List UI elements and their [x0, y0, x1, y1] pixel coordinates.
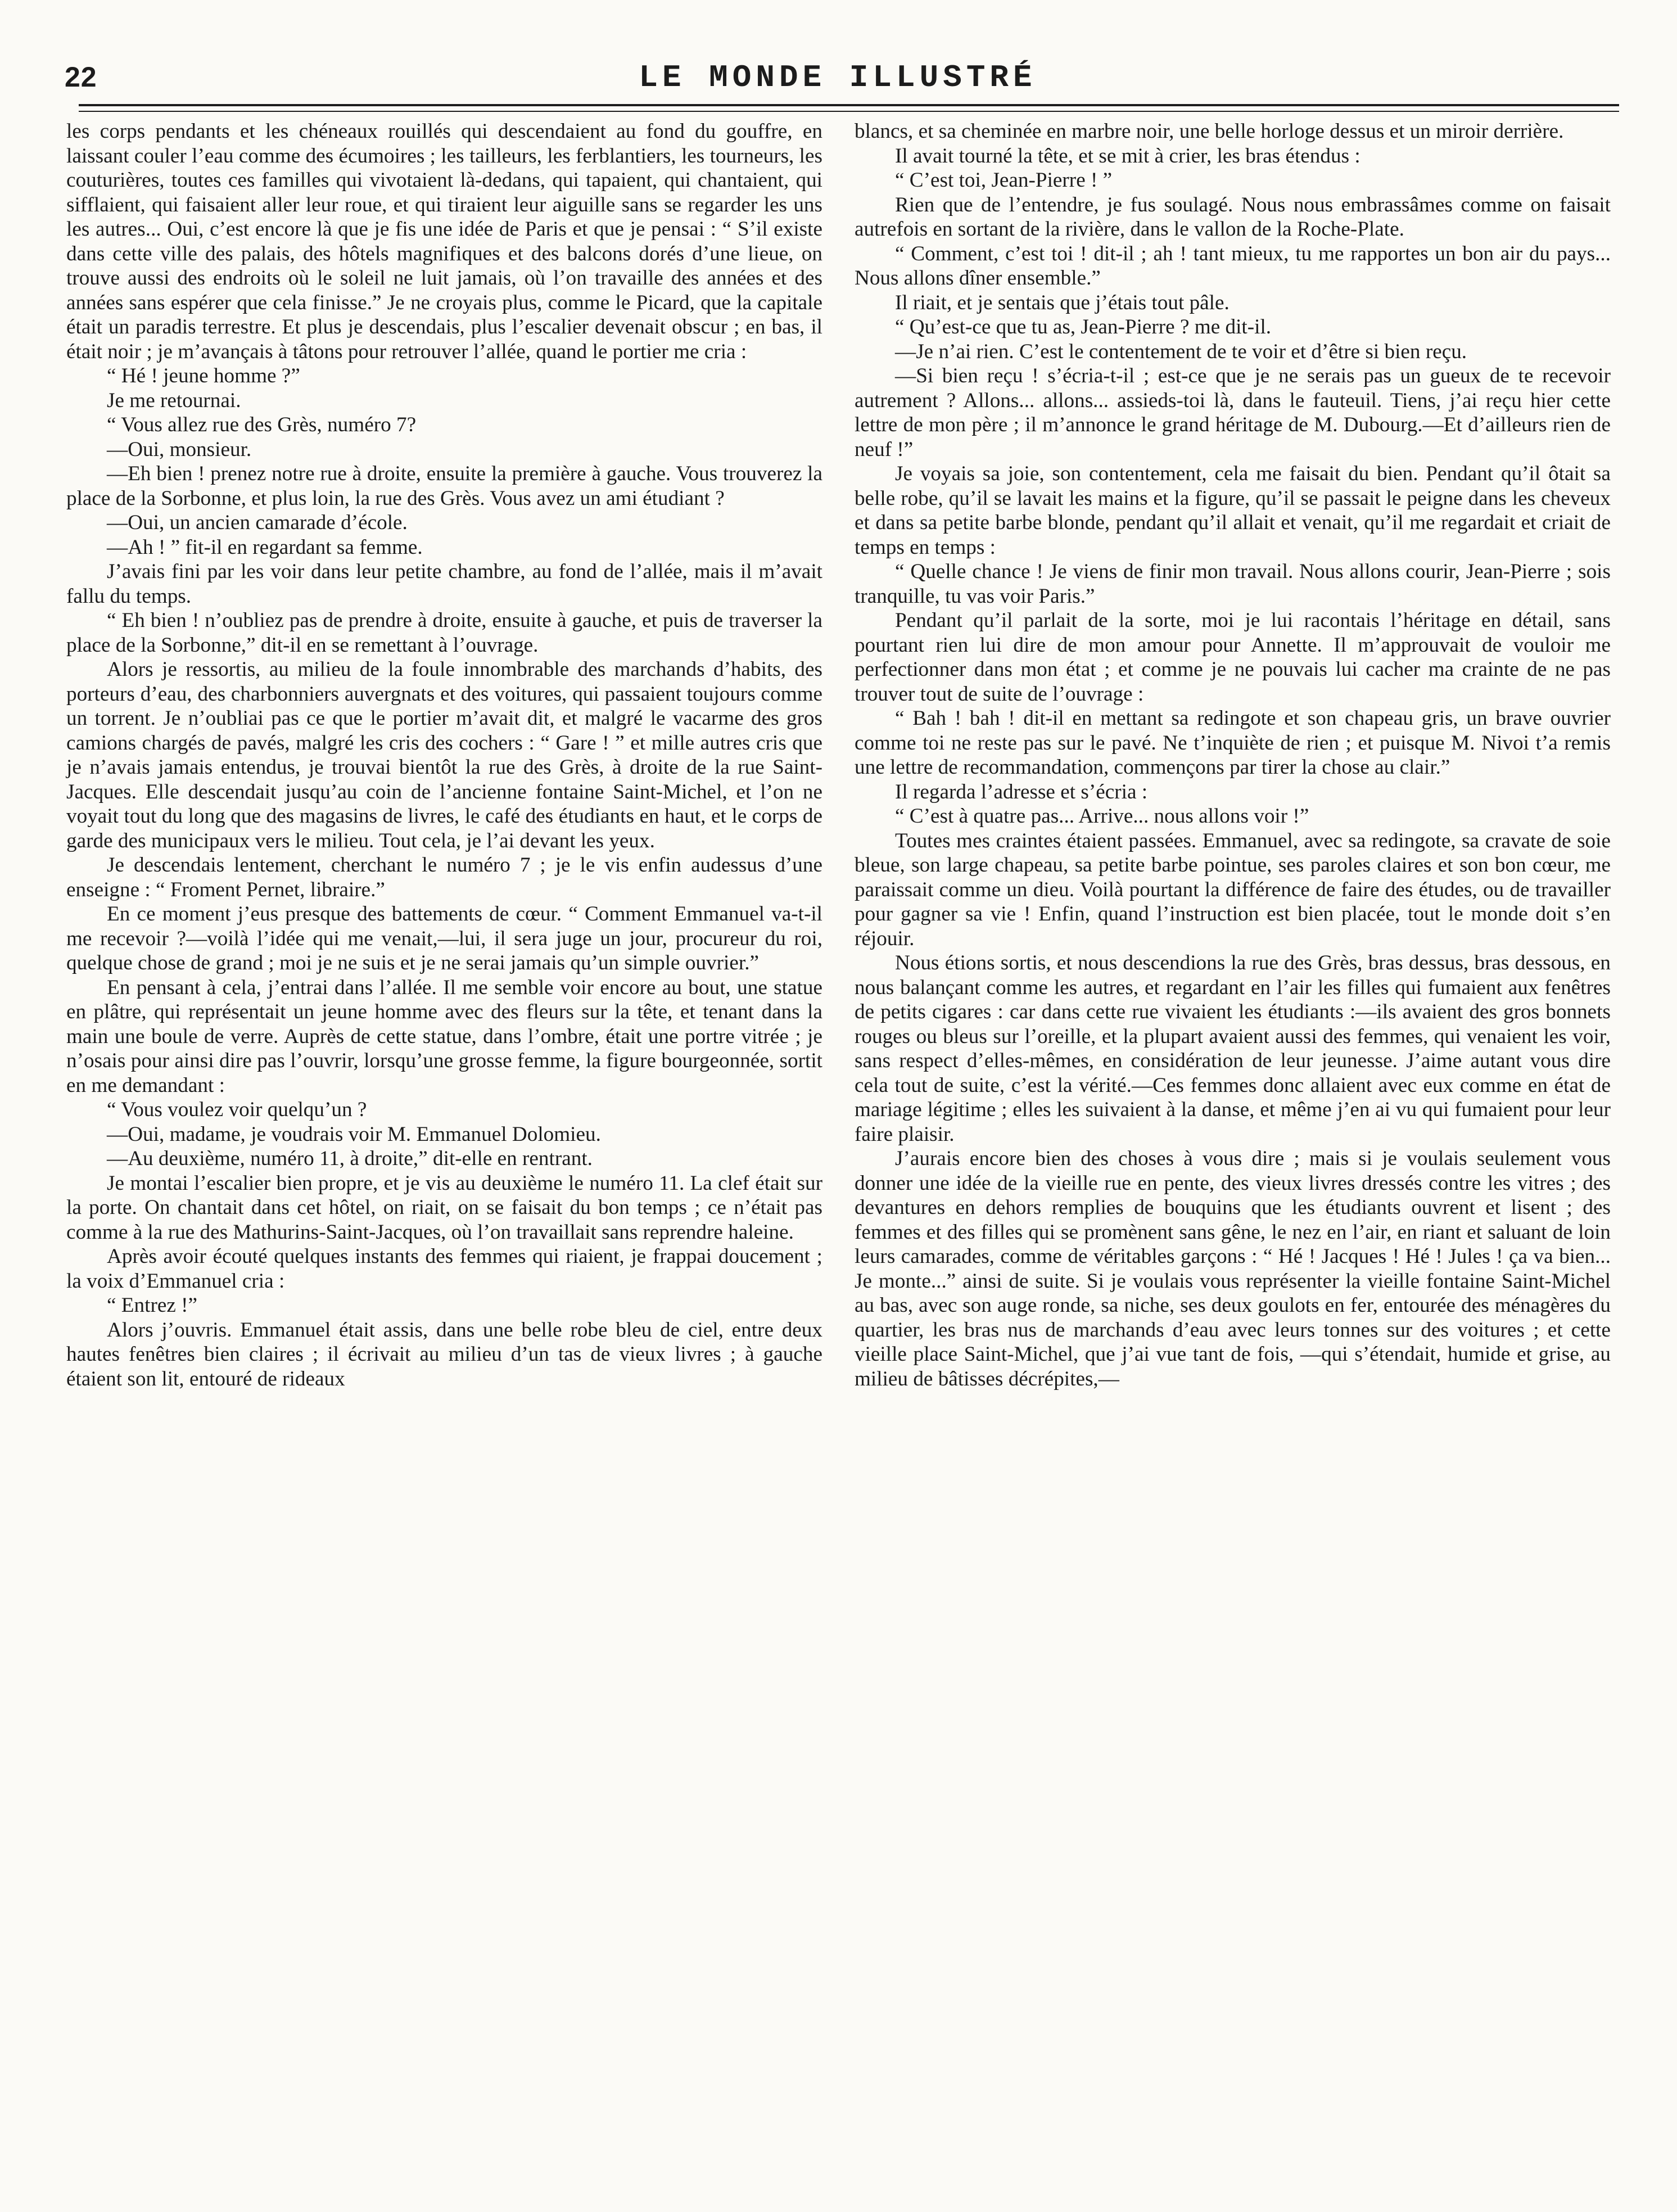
paragraph: blancs, et sa cheminée en marbre noir, une belle horloge dessus et un miroir derrière.: [855, 120, 1564, 143]
paragraph: Je voyais sa joie, son contentement, cela me faisait du bien. Pendant qu’il ôtait sa belle robe, qu’il se lavait les mains et la figure, qu’il se passait le peigne dans les cheveux et dans sa petite barbe blonde, pendant qu’il allait et venait, qu’il me regardait et criait de temps en temps :: [855, 462, 1611, 559]
paragraph: —Eh bien ! prenez notre rue à droite, ensuite la première à gauche. Vous trouverez la place de la Sorbonne, et plus loin, la rue des Grès. Vous avez un ami étudiant ?: [66, 462, 822, 510]
paragraph: Nous étions sortis, et nous descendions la rue des Grès, bras dessus, bras dessous, en nous balançant comme les autres, et regardant en l’air les filles qui fumaient aux fenêtres de petits cigares : car dans cette rue vivaient les étudiants :—ils avaient des gros bonnets rouges ou bleus sur l’oreille, et la plupart avaient aussi des femmes, qui venaient les voir, sans respect d’elles-mêmes, en considération de leur jeunesse. J’aime autant vous dire cela tout de suite, c’est la vérité.—Ces femmes donc allaient avec eux comme en état de mariage légitime ; elles les suivaient à la danse, et même j’en ai vu qui fumaient pour leur faire plaisir.: [855, 951, 1611, 1146]
text-column-left: [66, 119, 822, 1391]
paragraph: —Si bien reçu ! s’écria-t-il ; est-ce que je ne serais pas un gueux de te recevoir autrement ? Allons... allons... assieds-toi là, dans le fauteuil. Tiens, j’ai reçu hier cette lettre de mon père ; il m’annonce le grand héritage de M. Dubourg.—Et d’ailleurs rien de neuf !”: [855, 364, 1611, 461]
paragraph: —Je n’ai rien. C’est le contentement de te voir et d’être si bien reçu.: [895, 340, 1467, 363]
paragraph: Alors je ressortis, au milieu de la foule innombrable des marchands d’habits, des porteurs d’eau, des charbonniers auvergnats et des voitures, qui passaient toujours comme un torrent. Je n’oubliai pas ce que le portier m’avait dit, et malgré le vacarme des gros camions chargés de pavés, malgré les cris des cochers : “ Gare ! ” et mille autres cris que je n’avais jamais entendus, je trouvai bientôt la rue des Grès, à droite de la rue Saint-Jacques. Elle descendait jusqu’au coin de l’ancienne fontaine Saint-Michel, et l’on ne voyait tout du long que des magasins de livres, le café des étudiants en haut, et le corps de garde des municipaux vers le milieu. Tout cela, je l’ai devant les yeux.: [66, 658, 822, 852]
paragraph: Rien que de l’entendre, je fus soulagé. Nous nous embrassâmes comme on faisait autrefois en sortant de la rivière, dans le vallon de la Roche-Plate.: [855, 193, 1611, 241]
paragraph: Toutes mes craintes étaient passées. Emmanuel, avec sa redingote, sa cravate de soie bleue, son large chapeau, sa petite barbe pointue, ses paroles claires et son bon cœur, me paraissait comme un dieu. Voilà pourtant la différence de faire des études, ou de travailler pour gagner sa vie ! Enfin, quand l’instruction est bien placée, tout le monde doit s’en réjouir.: [855, 829, 1611, 950]
paragraph: Je descendais lentement, cherchant le numéro 7 ; je le vis enfin audessus d’une enseigne : “ Froment Pernet, libraire.”: [66, 854, 822, 901]
paragraph: “ C’est toi, Jean-Pierre ! ”: [895, 169, 1113, 192]
masthead: [65, 61, 1611, 100]
header-rule-thick: [79, 104, 1619, 106]
paragraph: “ Hé ! jeune homme ?”: [107, 364, 300, 387]
paragraph: “ C’est à quatre pas... Arrive... nous allons voir !”: [895, 805, 1309, 828]
paragraph: Il riait, et je sentais que j’étais tout pâle.: [895, 291, 1230, 314]
text-column-right: [855, 119, 1611, 1391]
paragraph: “ Entrez !”: [107, 1294, 198, 1317]
paragraph: “ Bah ! bah ! dit-il en mettant sa redingote et son chapeau gris, un brave ouvrier comme toi ne reste pas sur le pavé. Ne t’inquiète de rien ; et puisque M. Nivoi t’a remis une lettre de recommandation, commençons par tirer la chose au clair.”: [855, 707, 1611, 779]
paragraph: —Oui, un ancien camarade d’école.: [107, 511, 408, 534]
paragraph: Je me retournai.: [107, 389, 241, 412]
paragraph: —Ah ! ” fit-il en regardant sa femme.: [107, 535, 423, 559]
paragraph: En pensant à cela, j’entrai dans l’allée. Il me semble voir encore au bout, une statue en plâtre, qui représentait un jeune homme avec des fleurs sur la tête, et tenant dans la main une boule de verre. Auprès de cette statue, dans l’ombre, était une portre vitrée ; je n’osais pour ainsi dire pas l’ouvrir, lorsqu’une grosse femme, la figure bourgeonnée, sortit en me demandant :: [66, 976, 822, 1097]
paragraph: “ Vous allez rue des Grès, numéro 7?: [107, 413, 417, 436]
journal-title: LE MONDE ILLUSTRÉ: [639, 60, 1037, 96]
paragraph: “ Comment, c’est toi ! dit-il ; ah ! tant mieux, tu me rapportes un bon air du pays... Nous allons dîner ensemble.”: [855, 242, 1611, 290]
paragraph: “ Qu’est-ce que tu as, Jean-Pierre ? me dit-il.: [895, 315, 1272, 338]
paragraph: “ Eh bien ! n’oubliez pas de prendre à droite, ensuite à gauche, et puis de traverser la place de la Sorbonne,” dit-il en se remettant à l’ouvrage.: [66, 609, 822, 657]
paragraph: —Au deuxième, numéro 11, à droite,” dit-elle en rentrant.: [107, 1147, 593, 1170]
paragraph: J’avais fini par les voir dans leur petite chambre, au fond de l’allée, mais il m’avait fallu du temps.: [66, 560, 822, 608]
paragraph: Il avait tourné la tête, et se mit à crier, les bras étendus :: [895, 144, 1360, 168]
paragraph: En ce moment j’eus presque des battements de cœur. “ Comment Emmanuel va-t-il me recevoir ?—voilà l’idée qui me venait,—lui, il sera juge un jour, procureur du roi, quelque chose de grand ; moi je ne suis et je ne serai jamais qu’un simple ouvrier.”: [66, 902, 822, 974]
paragraph: —Oui, monsieur.: [107, 437, 252, 461]
page-number: 22: [65, 61, 97, 93]
paragraph: Alors j’ouvris. Emmanuel était assis, dans une belle robe bleu de ciel, entre deux hautes fenêtres bien claires ; il écrivait au milieu d’un tas de vieux livres ; à gauche étaient son lit, entouré de rideaux: [66, 1318, 822, 1391]
paragraph: J’aurais encore bien des choses à vous dire ; mais si je voulais seulement vous donner une idée de la vieille rue en pente, des vieux livres dressés contre les vitres ; des devantures en dehors remplies de bouquins que les étudiants ouvrent et lisent ; des femmes et des filles qui se promènent sans gêne, le nez en l’air, en riant et saluant de loin leurs camarades, comme de véritables garçons : “ Hé ! Jacques ! Hé ! Jules ! ça va bien... Je monte...” ainsi de suite. Si je voulais vous représenter la vieille fontaine Saint-Michel au bas, avec son auge ronde, sa niche, ses deux goulots en fer, entourée des ménagères du quartier, les bras nus de marchands d’eau avec leurs tonnes sur des voitures ; et cette vieille place Saint-Michel, que j’ai vue tant de fois, —qui s’étendait, humide et grise, au milieu de bâtisses décrépites,—: [855, 1147, 1611, 1391]
paragraph: “ Quelle chance ! Je viens de finir mon travail. Nous allons courir, Jean-Pierre ; sois tranquille, tu vas voir Paris.”: [855, 560, 1611, 608]
paragraph: Après avoir écouté quelques instants des femmes qui riaient, je frappai doucement ; la voix d’Emmanuel cria :: [66, 1245, 822, 1293]
header-rule-thin: [79, 111, 1619, 112]
paragraph: les corps pendants et les chéneaux rouillés qui descendaient au fond du gouffre, en laissant couler l’eau comme des écumoires ; les tailleurs, les ferblantiers, les tourneurs, les couturières, toutes ces familles qui vivotaient là-dedans, qui tapaient, qui chantaient, qui sifflaient, qui faisaient aller leur roue, et qui tiraient leur aiguille sans se regarder les uns les autres... Oui, c’est encore là que je fis une idée de Paris et que je pensai : “ S’il existe dans cette ville des palais, des hôtels magnifiques et des balcons dorés d’une lieue, on trouve aussi des endroits où le soleil ne luit jamais, où l’on travaille des années et des années sans espérer que cela finisse.” Je ne croyais plus, comme le Picard, que la capitale était un paradis terrestre. Et plus je descendais, plus l’escalier devenait obscur ; en bas, il était noir ; je m’avançais à tâtons pour retrouver l’allée, quand le portier me cria :: [66, 120, 822, 363]
paragraph: Il regarda l’adresse et s’écria :: [895, 780, 1148, 803]
paragraph: —Oui, madame, je voudrais voir M. Emmanuel Dolomieu.: [107, 1122, 601, 1146]
paragraph: Je montai l’escalier bien propre, et je vis au deuxième le numéro 11. La clef était sur la porte. On chantait dans cet hôtel, on riait, on se faisait du bon temps ; ce n’était pas comme à la rue des Mathurins-Saint-Jacques, où l’on travaillait sans reprendre haleine.: [66, 1171, 822, 1244]
paragraph: “ Vous voulez voir quelqu’un ?: [107, 1098, 367, 1121]
paragraph: Pendant qu’il parlait de la sorte, moi je lui racontais l’héritage en détail, sans pourtant rien lui dire de mon amour pour Annette. Il m’approuvait de vouloir me perfectionner dans mon état ; et comme je ne pouvais lui cacher ma crainte de ne pas trouver tout de suite de l’ouvrage :: [855, 609, 1611, 706]
